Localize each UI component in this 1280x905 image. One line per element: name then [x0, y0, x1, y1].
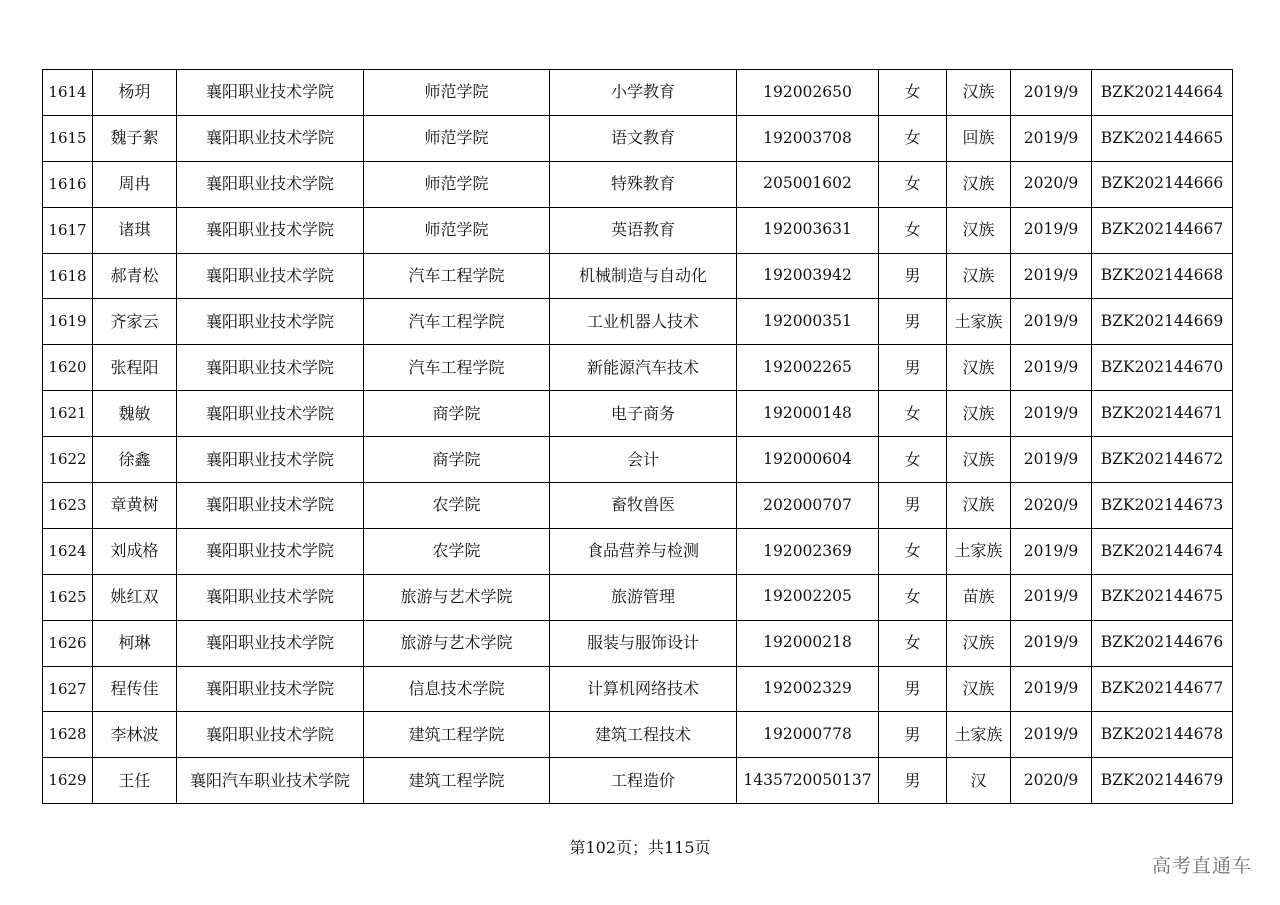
enroll-date-cell: 2019/9 — [1011, 115, 1092, 161]
table-row — [43, 161, 1233, 207]
major-cell: 畜牧兽医 — [550, 483, 737, 529]
school-cell: 襄阳职业技术学院 — [177, 345, 364, 391]
cert-no-cell: BZK202144672 — [1092, 437, 1233, 483]
seq-cell: 1617 — [43, 207, 93, 253]
gender-cell: 女 — [879, 391, 947, 437]
gender-cell: 男 — [879, 712, 947, 758]
major-cell: 会计 — [550, 437, 737, 483]
enroll-date-cell: 2019/9 — [1011, 391, 1092, 437]
enroll-date-cell: 2020/9 — [1011, 161, 1092, 207]
seq-cell: 1624 — [43, 528, 93, 574]
cert-no-cell: BZK202144671 — [1092, 391, 1233, 437]
school-cell: 襄阳职业技术学院 — [177, 666, 364, 712]
watermark: 高考直通车 — [1151, 855, 1252, 877]
school-cell: 襄阳职业技术学院 — [177, 253, 364, 299]
ethnicity-cell: 汉族 — [947, 207, 1011, 253]
seq-cell: 1616 — [43, 161, 93, 207]
seq-cell: 1614 — [43, 70, 93, 116]
student-id-cell: 192003942 — [737, 253, 879, 299]
name-cell: 诸琪 — [93, 207, 177, 253]
cert-no-cell: BZK202144674 — [1092, 528, 1233, 574]
enroll-date-cell: 2019/9 — [1011, 345, 1092, 391]
gender-cell: 女 — [879, 207, 947, 253]
gender-cell: 女 — [879, 70, 947, 116]
cert-no-cell: BZK202144668 — [1092, 253, 1233, 299]
college-cell: 商学院 — [364, 391, 550, 437]
student-id-cell: 192002369 — [737, 528, 879, 574]
ethnicity-cell: 苗族 — [947, 574, 1011, 620]
student-id-cell: 192003708 — [737, 115, 879, 161]
major-cell: 工业机器人技术 — [550, 299, 737, 345]
college-cell: 汽车工程学院 — [364, 299, 550, 345]
cert-no-cell: BZK202144667 — [1092, 207, 1233, 253]
ethnicity-cell: 汉族 — [947, 161, 1011, 207]
table-row — [43, 666, 1233, 712]
school-cell: 襄阳职业技术学院 — [177, 437, 364, 483]
cert-no-cell: BZK202144670 — [1092, 345, 1233, 391]
enroll-date-cell: 2020/9 — [1011, 483, 1092, 529]
major-cell: 小学教育 — [550, 70, 737, 116]
name-cell: 徐鑫 — [93, 437, 177, 483]
major-cell: 机械制造与自动化 — [550, 253, 737, 299]
name-cell: 齐家云 — [93, 299, 177, 345]
gender-cell: 女 — [879, 437, 947, 483]
student-id-cell: 192000218 — [737, 620, 879, 666]
college-cell: 汽车工程学院 — [364, 253, 550, 299]
page-number-footer: 第102页；共115页 — [569, 838, 711, 857]
major-cell: 服装与服饰设计 — [550, 620, 737, 666]
major-cell: 食品营养与检测 — [550, 528, 737, 574]
gender-cell: 男 — [879, 299, 947, 345]
gender-cell: 男 — [879, 345, 947, 391]
cert-no-cell: BZK202144669 — [1092, 299, 1233, 345]
school-cell: 襄阳职业技术学院 — [177, 161, 364, 207]
table-row — [43, 299, 1233, 345]
school-cell: 襄阳职业技术学院 — [177, 207, 364, 253]
cert-no-cell: BZK202144665 — [1092, 115, 1233, 161]
table-body — [43, 70, 1233, 804]
ethnicity-cell: 汉族 — [947, 437, 1011, 483]
enroll-date-cell: 2019/9 — [1011, 437, 1092, 483]
name-cell: 周冉 — [93, 161, 177, 207]
student-id-cell: 192002329 — [737, 666, 879, 712]
ethnicity-cell: 汉族 — [947, 666, 1011, 712]
cert-no-cell: BZK202144678 — [1092, 712, 1233, 758]
table-row — [43, 483, 1233, 529]
college-cell: 建筑工程学院 — [364, 712, 550, 758]
name-cell: 魏子絮 — [93, 115, 177, 161]
college-cell: 旅游与艺术学院 — [364, 620, 550, 666]
name-cell: 张程阳 — [93, 345, 177, 391]
enroll-date-cell: 2019/9 — [1011, 253, 1092, 299]
school-cell: 襄阳汽车职业技术学院 — [177, 758, 364, 804]
major-cell: 建筑工程技术 — [550, 712, 737, 758]
school-cell: 襄阳职业技术学院 — [177, 620, 364, 666]
student-id-cell: 202000707 — [737, 483, 879, 529]
enroll-date-cell: 2019/9 — [1011, 299, 1092, 345]
student-id-cell: 205001602 — [737, 161, 879, 207]
seq-cell: 1615 — [43, 115, 93, 161]
school-cell: 襄阳职业技术学院 — [177, 115, 364, 161]
student-id-cell: 192002205 — [737, 574, 879, 620]
cert-no-cell: BZK202144664 — [1092, 70, 1233, 116]
school-cell: 襄阳职业技术学院 — [177, 70, 364, 116]
enroll-date-cell: 2019/9 — [1011, 70, 1092, 116]
ethnicity-cell: 汉族 — [947, 345, 1011, 391]
major-cell: 新能源汽车技术 — [550, 345, 737, 391]
college-cell: 信息技术学院 — [364, 666, 550, 712]
seq-cell: 1618 — [43, 253, 93, 299]
table-row — [43, 574, 1233, 620]
school-cell: 襄阳职业技术学院 — [177, 712, 364, 758]
college-cell: 师范学院 — [364, 115, 550, 161]
seq-cell: 1620 — [43, 345, 93, 391]
table-row — [43, 758, 1233, 804]
ethnicity-cell: 汉族 — [947, 253, 1011, 299]
school-cell: 襄阳职业技术学院 — [177, 299, 364, 345]
ethnicity-cell: 土家族 — [947, 712, 1011, 758]
enroll-date-cell: 2019/9 — [1011, 207, 1092, 253]
student-id-cell: 192003631 — [737, 207, 879, 253]
college-cell: 农学院 — [364, 528, 550, 574]
table-row — [43, 345, 1233, 391]
cert-no-cell: BZK202144666 — [1092, 161, 1233, 207]
seq-cell: 1629 — [43, 758, 93, 804]
cert-no-cell: BZK202144679 — [1092, 758, 1233, 804]
college-cell: 师范学院 — [364, 161, 550, 207]
major-cell: 电子商务 — [550, 391, 737, 437]
name-cell: 魏敏 — [93, 391, 177, 437]
cert-no-cell: BZK202144677 — [1092, 666, 1233, 712]
name-cell: 李林波 — [93, 712, 177, 758]
seq-cell: 1628 — [43, 712, 93, 758]
ethnicity-cell: 土家族 — [947, 299, 1011, 345]
ethnicity-cell: 汉族 — [947, 70, 1011, 116]
name-cell: 章黄树 — [93, 483, 177, 529]
major-cell: 特殊教育 — [550, 161, 737, 207]
college-cell: 商学院 — [364, 437, 550, 483]
school-cell: 襄阳职业技术学院 — [177, 391, 364, 437]
school-cell: 襄阳职业技术学院 — [177, 574, 364, 620]
seq-cell: 1626 — [43, 620, 93, 666]
college-cell: 旅游与艺术学院 — [364, 574, 550, 620]
table-row — [43, 391, 1233, 437]
student-id-cell: 192000778 — [737, 712, 879, 758]
cert-no-cell: BZK202144676 — [1092, 620, 1233, 666]
gender-cell: 女 — [879, 115, 947, 161]
major-cell: 旅游管理 — [550, 574, 737, 620]
ethnicity-cell: 土家族 — [947, 528, 1011, 574]
name-cell: 柯琳 — [93, 620, 177, 666]
enroll-date-cell: 2020/9 — [1011, 758, 1092, 804]
enroll-date-cell: 2019/9 — [1011, 712, 1092, 758]
enroll-date-cell: 2019/9 — [1011, 574, 1092, 620]
major-cell: 计算机网络技术 — [550, 666, 737, 712]
college-cell: 汽车工程学院 — [364, 345, 550, 391]
gender-cell: 男 — [879, 666, 947, 712]
school-cell: 襄阳职业技术学院 — [177, 483, 364, 529]
ethnicity-cell: 汉族 — [947, 391, 1011, 437]
enroll-date-cell: 2019/9 — [1011, 666, 1092, 712]
table-row — [43, 253, 1233, 299]
ethnicity-cell: 汉族 — [947, 620, 1011, 666]
gender-cell: 女 — [879, 528, 947, 574]
gender-cell: 女 — [879, 574, 947, 620]
name-cell: 程传佳 — [93, 666, 177, 712]
gender-cell: 女 — [879, 161, 947, 207]
ethnicity-cell: 汉族 — [947, 483, 1011, 529]
table-row — [43, 620, 1233, 666]
enroll-date-cell: 2019/9 — [1011, 528, 1092, 574]
seq-cell: 1622 — [43, 437, 93, 483]
gender-cell: 男 — [879, 483, 947, 529]
name-cell: 郝青松 — [93, 253, 177, 299]
table-row — [43, 70, 1233, 116]
gender-cell: 男 — [879, 253, 947, 299]
table-row — [43, 528, 1233, 574]
gender-cell: 男 — [879, 758, 947, 804]
student-roster-table — [42, 69, 1233, 804]
student-id-cell: 192000148 — [737, 391, 879, 437]
seq-cell: 1625 — [43, 574, 93, 620]
student-id-cell: 192000351 — [737, 299, 879, 345]
table-row — [43, 712, 1233, 758]
ethnicity-cell: 汉 — [947, 758, 1011, 804]
student-id-cell: 192002265 — [737, 345, 879, 391]
seq-cell: 1623 — [43, 483, 93, 529]
student-id-cell: 192002650 — [737, 70, 879, 116]
seq-cell: 1619 — [43, 299, 93, 345]
name-cell: 杨玥 — [93, 70, 177, 116]
table-row — [43, 207, 1233, 253]
name-cell: 王任 — [93, 758, 177, 804]
college-cell: 师范学院 — [364, 70, 550, 116]
school-cell: 襄阳职业技术学院 — [177, 528, 364, 574]
major-cell: 语文教育 — [550, 115, 737, 161]
college-cell: 农学院 — [364, 483, 550, 529]
seq-cell: 1621 — [43, 391, 93, 437]
seq-cell: 1627 — [43, 666, 93, 712]
student-id-cell: 1435720050137 — [737, 758, 879, 804]
major-cell: 工程造价 — [550, 758, 737, 804]
gender-cell: 女 — [879, 620, 947, 666]
table-row — [43, 115, 1233, 161]
name-cell: 姚红双 — [93, 574, 177, 620]
major-cell: 英语教育 — [550, 207, 737, 253]
table-row — [43, 437, 1233, 483]
cert-no-cell: BZK202144673 — [1092, 483, 1233, 529]
ethnicity-cell: 回族 — [947, 115, 1011, 161]
college-cell: 建筑工程学院 — [364, 758, 550, 804]
cert-no-cell: BZK202144675 — [1092, 574, 1233, 620]
student-id-cell: 192000604 — [737, 437, 879, 483]
name-cell: 刘成格 — [93, 528, 177, 574]
college-cell: 师范学院 — [364, 207, 550, 253]
enroll-date-cell: 2019/9 — [1011, 620, 1092, 666]
